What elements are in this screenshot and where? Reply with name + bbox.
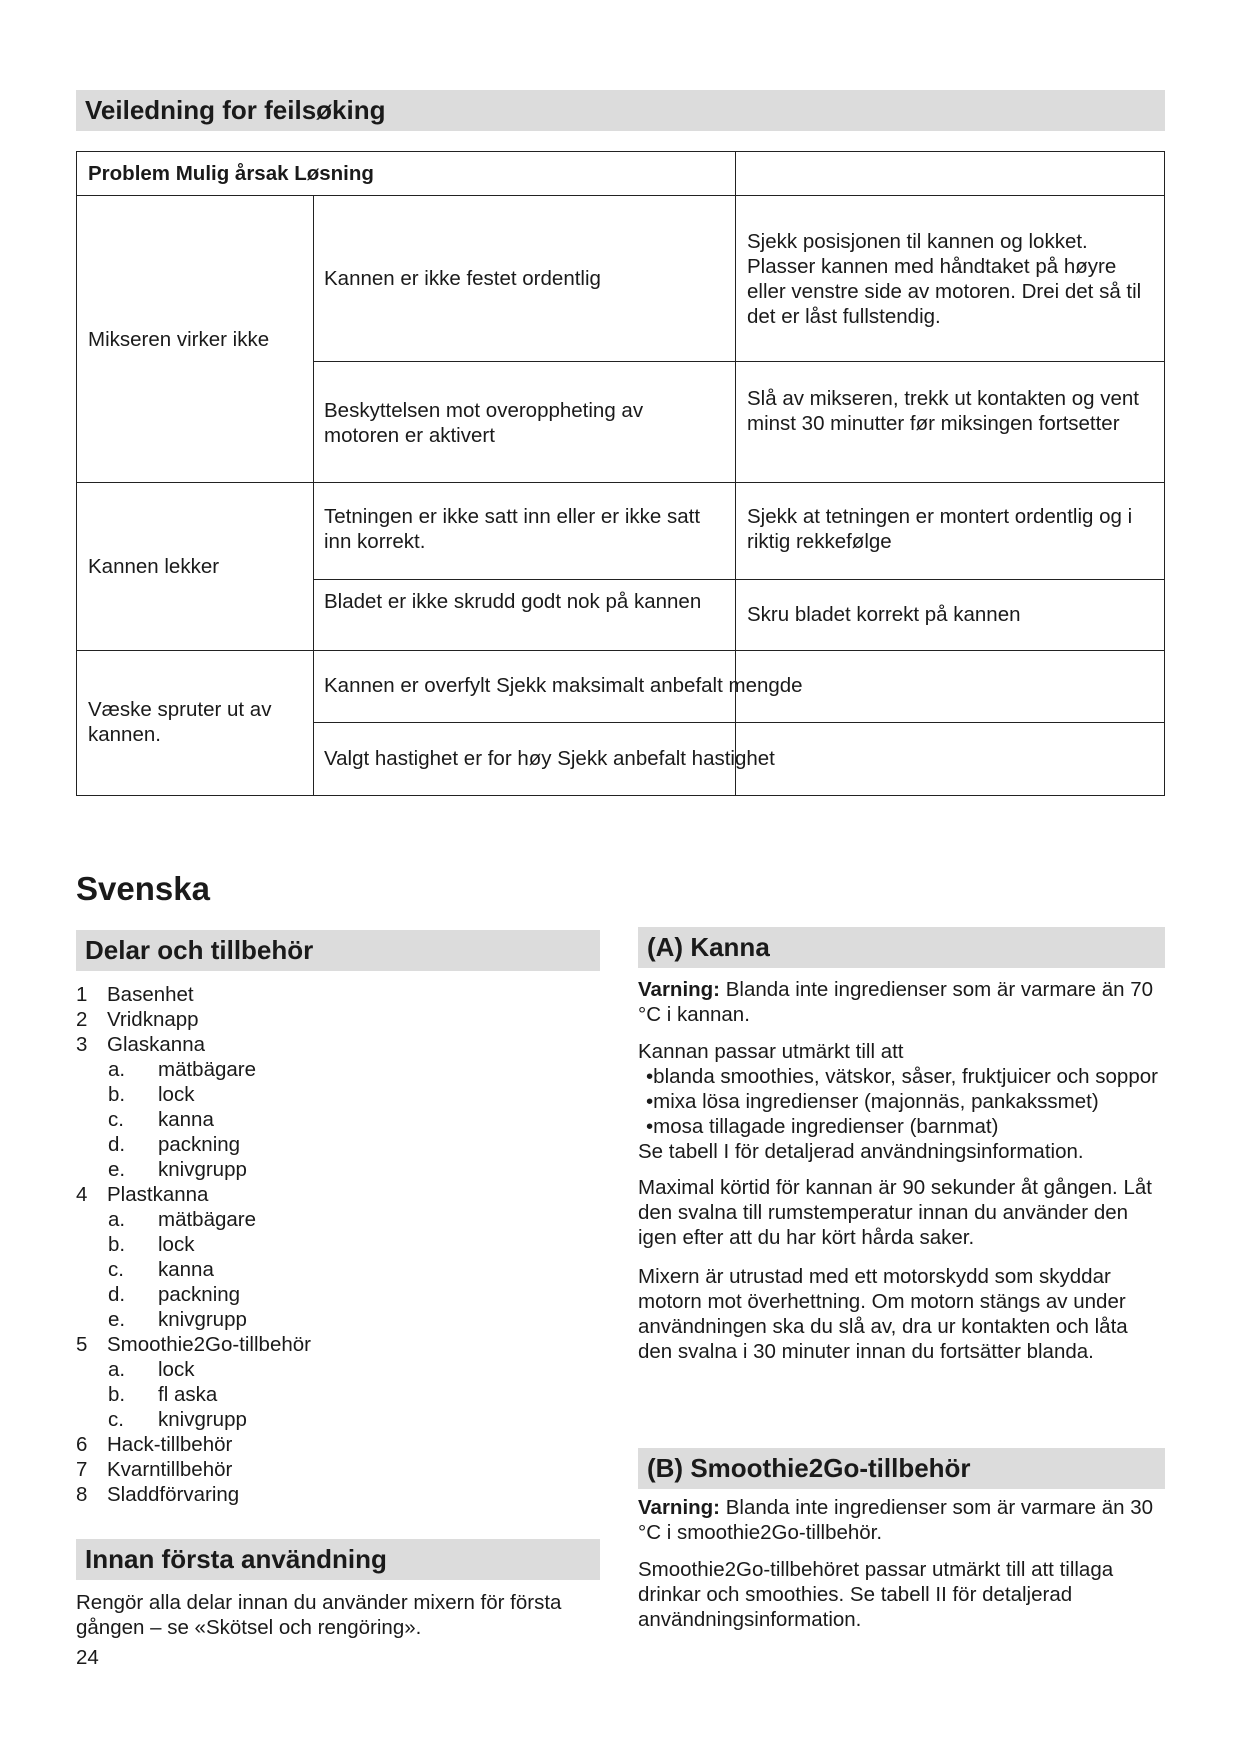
solution-cell: Skru bladet korrekt på kannen	[747, 603, 1021, 626]
cause-cell: Valgt hastighet er for høy Sjekk anbefalt hastighet	[324, 747, 775, 770]
section-a-runtime: Maximal körtid för kannan är 90 sekunder åt gången. Låt den svalna till rumstemperatur innan du använder den igen efter att du har kört hårda saker.	[638, 1176, 1152, 1249]
list-item-number: c.	[108, 1258, 124, 1281]
list-item-label: knivgrupp	[158, 1408, 247, 1431]
list-item-label: Sladdförvaring	[107, 1483, 240, 1506]
list-item-number: 2	[76, 1008, 88, 1031]
list-item-number: a.	[108, 1058, 126, 1081]
page-number: 24	[76, 1646, 99, 1669]
list-item-label: kanna	[158, 1108, 214, 1131]
bullet-item: •blanda smoothies, vätskor, såser, fruktjuicer och soppor	[646, 1065, 1158, 1088]
list-item-label: Smoothie2Go-tillbehör	[107, 1333, 311, 1356]
troubleshooting-heading: Veiledning for feilsøking	[85, 95, 386, 125]
list-item-number: 3	[76, 1033, 88, 1056]
list-item-number: c.	[108, 1108, 124, 1131]
table-row-rule	[77, 650, 1164, 651]
list-item-label: Glaskanna	[107, 1033, 206, 1056]
list-item-label: Vridknapp	[107, 1008, 199, 1031]
section-a-motor-protection: Mixern är utrustad med ett motorskydd som skyddar motorn mot överhettning. Om motorn stängs av under användningen ska du slå av, dra ur kontakten och låta den svalna i 30 minuter innan du fortsätter blanda.	[638, 1265, 1128, 1363]
table-row-rule	[313, 579, 1164, 580]
troubleshooting-heading-bar	[76, 90, 1165, 131]
section-a-heading-bar	[638, 927, 1165, 968]
header-solution: Løsning	[294, 162, 374, 185]
warning-text: Blanda inte ingredienser som är varmare än 30 °C i smoothie2Go-tillbehör.	[638, 1496, 1154, 1544]
table-row-rule	[313, 722, 1164, 723]
section-a-intro: Kannan passar utmärkt till att	[638, 1040, 904, 1063]
list-item-label: Plastkanna	[107, 1183, 209, 1206]
language-title: Svenska	[76, 870, 210, 907]
cause-cell: Tetningen er ikke satt inn eller er ikke satt inn korrekt.	[324, 505, 701, 553]
cause-cell: Bladet er ikke skrudd godt nok på kannen	[324, 590, 702, 613]
list-item-number: 6	[76, 1433, 88, 1456]
list-item-label: knivgrupp	[158, 1308, 247, 1331]
list-item-label: fl aska	[158, 1383, 218, 1406]
problem-cell: Mikseren virker ikke	[88, 328, 270, 351]
warning-label: Varning:	[638, 978, 721, 1001]
solution-cell: Sjekk posisjonen til kannen og lokket. Plasser kannen med håndtaket på høyre eller venstre side av motoren. Drei det så til det er låst fullstendig.	[747, 230, 1142, 328]
list-item-label: mätbägare	[158, 1058, 257, 1081]
list-item-label: packning	[158, 1133, 241, 1156]
list-item-number: a.	[108, 1358, 126, 1381]
solution-cell: Sjekk at tetningen er montert ordentlig og i riktig rekkefølge	[747, 505, 1133, 553]
list-item-label: Basenhet	[107, 983, 194, 1006]
list-item-label: mätbägare	[158, 1208, 257, 1231]
warning-label: Varning:	[638, 1496, 721, 1519]
problem-cell: Væske spruter ut av kannen.	[88, 698, 272, 746]
list-item-number: 1	[76, 983, 88, 1006]
list-item-number: b.	[108, 1083, 126, 1106]
before-use-text: Rengör alla delar innan du använder mixern för första gången – se «Skötsel och rengöring».	[76, 1591, 562, 1639]
solution-cell: Slå av mikseren, trekk ut kontakten og vent minst 30 minutter før miksingen fortsetter	[747, 387, 1139, 435]
section-a-warning	[638, 977, 1163, 1027]
list-item-number: 7	[76, 1458, 88, 1481]
warning-text: Blanda inte ingredienser som är varmare än 70 °C i kannan.	[638, 978, 1154, 1026]
section-b-heading: (B) Smoothie2Go-tillbehör	[647, 1453, 971, 1483]
table-row-rule	[77, 482, 1164, 483]
list-item-number: e.	[108, 1158, 126, 1181]
header-problem-cause: Problem Mulig årsak	[88, 162, 289, 185]
parts-heading: Delar och tillbehör	[85, 935, 314, 965]
table-header	[88, 161, 374, 186]
list-item-label: knivgrupp	[158, 1158, 247, 1181]
list-item-number: b.	[108, 1383, 126, 1406]
list-item-number: 4	[76, 1183, 88, 1206]
problem-cell: Kannen lekker	[88, 555, 220, 578]
list-item-label: Hack-tillbehör	[107, 1433, 233, 1456]
section-b-heading-bar	[638, 1448, 1165, 1489]
cause-cell: Beskyttelsen mot overoppheting av motoren er aktivert	[324, 399, 644, 447]
table-row-rule	[313, 361, 1164, 362]
list-item-number: d.	[108, 1133, 126, 1156]
table-col-rule	[735, 152, 736, 795]
bullet-item: •mosa tillagade ingredienser (barnmat)	[646, 1115, 999, 1138]
list-item-number: e.	[108, 1308, 126, 1331]
section-a-body	[638, 977, 1163, 1364]
list-item-number: b.	[108, 1233, 126, 1256]
cause-cell: Kannen er ikke festet ordentlig	[324, 267, 601, 290]
parts-list	[76, 982, 596, 1512]
before-use-heading: Innan första användning	[85, 1544, 387, 1574]
list-item-label: lock	[158, 1083, 195, 1106]
cause-cell: Kannen er overfylt Sjekk maksimalt anbefalt mengde	[324, 674, 803, 697]
list-item-label: kanna	[158, 1258, 214, 1281]
bullet-item: •mixa lösa ingredienser (majonnäs, pankakssmet)	[646, 1090, 1099, 1113]
section-a-heading: (A) Kanna	[647, 932, 770, 962]
list-item-number: 8	[76, 1483, 88, 1506]
section-b-warning	[638, 1495, 1163, 1545]
table-col-rule	[313, 195, 314, 795]
list-item-label: lock	[158, 1358, 195, 1381]
troubleshooting-table	[76, 151, 1165, 796]
before-use-heading-bar	[76, 1539, 600, 1580]
list-item-number: c.	[108, 1408, 124, 1431]
parts-heading-bar	[76, 930, 600, 971]
section-b-description: Smoothie2Go-tillbehöret passar utmärkt till att tillaga drinkar och smoothies. Se tabell II för detaljerad användningsinformation.	[638, 1558, 1114, 1631]
list-item-number: d.	[108, 1283, 126, 1306]
list-item-label: packning	[158, 1283, 241, 1306]
list-item-label: Kvarntillbehör	[107, 1458, 233, 1481]
list-item-number: a.	[108, 1208, 126, 1231]
table-header-rule	[77, 195, 1164, 196]
section-b-body	[638, 1495, 1163, 1632]
list-item-number: 5	[76, 1333, 88, 1356]
table-reference: Se tabell I för detaljerad användningsinformation.	[638, 1140, 1084, 1163]
list-item-label: lock	[158, 1233, 195, 1256]
